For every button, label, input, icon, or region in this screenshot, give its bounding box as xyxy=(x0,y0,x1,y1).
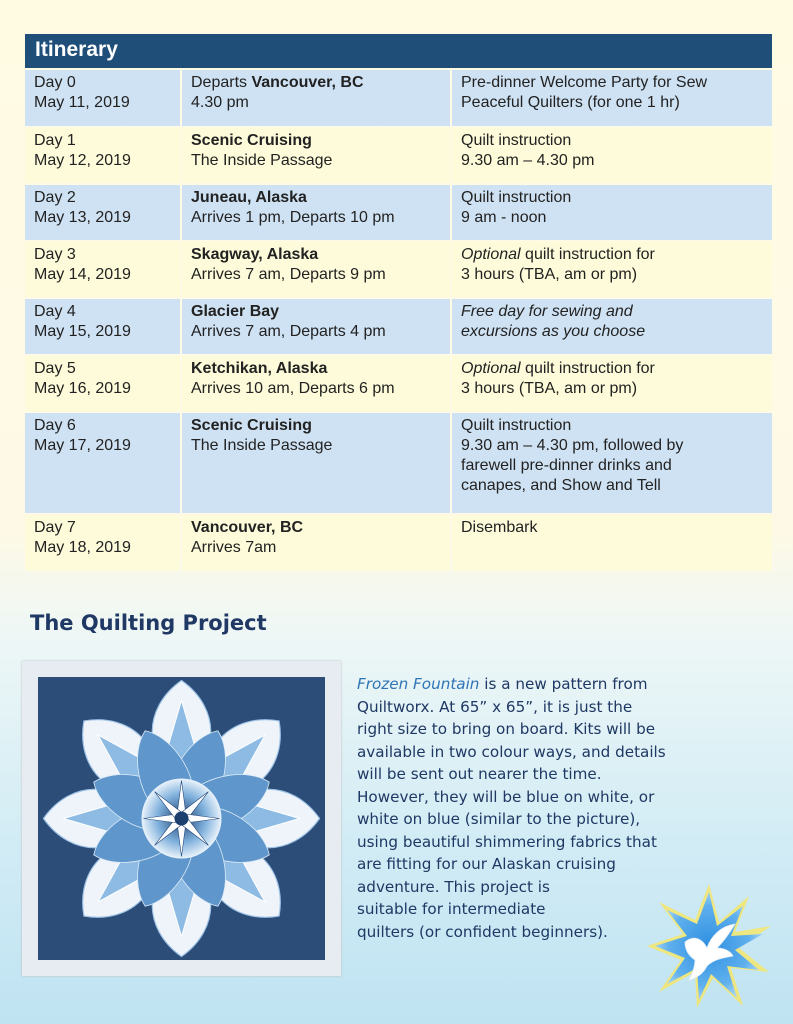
itinerary-row-day-7 xyxy=(25,515,772,571)
activity-line: 3 hours (TBA, am or pm) xyxy=(461,266,638,283)
itinerary-row-day-3 xyxy=(25,242,772,297)
place-detail: The Inside Passage xyxy=(191,152,333,169)
date-label: May 14, 2019 xyxy=(34,266,131,283)
place-name: Glacier Bay xyxy=(191,303,280,320)
date-label: May 15, 2019 xyxy=(34,323,131,340)
day-cell xyxy=(25,515,180,571)
place-cell xyxy=(182,128,450,183)
itinerary-row-day-2 xyxy=(25,185,772,240)
place-cell xyxy=(182,185,450,240)
date-label: May 17, 2019 xyxy=(34,437,131,454)
day-cell xyxy=(25,128,180,183)
day-label: Day 1 xyxy=(34,132,76,149)
place-cell xyxy=(182,242,450,297)
day-cell xyxy=(25,299,180,354)
activity-line: Pre-dinner Welcome Party for Sew xyxy=(461,74,708,91)
activity-cell xyxy=(452,515,772,571)
itinerary-table xyxy=(25,34,772,571)
activity-line: 9.30 am – 4.30 pm, followed by xyxy=(461,437,684,454)
date-label: May 12, 2019 xyxy=(34,152,131,169)
description-line: using beautiful shimmering fabrics that xyxy=(357,832,657,851)
day-label: Day 3 xyxy=(34,246,76,263)
place-detail: Arrives 7am xyxy=(191,539,277,556)
dove-star-icon xyxy=(645,882,773,1010)
place-name: Vancouver, BC xyxy=(191,519,304,536)
activity-cell xyxy=(452,185,772,240)
place-detail: The Inside Passage xyxy=(191,437,333,454)
day-label: Day 2 xyxy=(34,189,76,206)
activity-line: 9.30 am – 4.30 pm xyxy=(461,152,595,169)
place-cell xyxy=(182,70,450,126)
day-label: Day 7 xyxy=(34,519,76,536)
activity-line: farewell pre-dinner drinks and xyxy=(461,457,672,474)
place-detail: Arrives 10 am, Departs 6 pm xyxy=(191,380,395,397)
activity-cell xyxy=(452,70,772,126)
description-line: adventure. This project is xyxy=(357,877,550,896)
description-line: white on blue (similar to the picture), xyxy=(357,810,641,828)
activity-italic: Optional xyxy=(461,360,521,377)
day-label: Day 0 xyxy=(34,74,76,91)
quilt-image xyxy=(22,661,341,976)
day-label: Day 5 xyxy=(34,360,76,377)
day-cell xyxy=(25,185,180,240)
itinerary-row-day-0 xyxy=(25,70,772,126)
place-cell xyxy=(182,299,450,354)
activity-line: canapes, and Show and Tell xyxy=(461,477,661,494)
activity-line: 3 hours (TBA, am or pm) xyxy=(461,380,638,397)
itinerary-header xyxy=(25,34,772,68)
itinerary-row-day-6 xyxy=(25,413,772,513)
day-label: Day 4 xyxy=(34,303,76,320)
activity-line: excursions as you choose xyxy=(461,323,646,340)
activity-line: quilt instruction for xyxy=(520,246,655,263)
place-cell xyxy=(182,515,450,571)
activity-italic: Optional xyxy=(461,246,521,263)
description-line: will be sent out nearer the time. xyxy=(357,765,602,783)
day-cell xyxy=(25,356,180,411)
place-name: Ketchikan, Alaska xyxy=(191,360,328,377)
activity-line: Disembark xyxy=(461,519,538,536)
activity-line: Quilt instruction xyxy=(461,417,572,434)
activity-line: quilt instruction for xyxy=(520,360,655,377)
date-label: May 13, 2019 xyxy=(34,209,131,226)
description-line: suitable for intermediate xyxy=(357,900,546,918)
place-detail: 4.30 pm xyxy=(191,94,249,111)
place-name: Vancouver, BC xyxy=(251,74,364,91)
activity-cell xyxy=(452,299,772,354)
activity-line: Free day for sewing and xyxy=(461,303,633,320)
day-cell xyxy=(25,70,180,126)
place-detail: Arrives 7 am, Departs 4 pm xyxy=(191,323,386,340)
activity-line: Peaceful Quilters (for one 1 hr) xyxy=(461,94,680,111)
quilt-drawing xyxy=(22,661,341,976)
itinerary-row-day-1 xyxy=(25,128,772,183)
activity-cell xyxy=(452,356,772,411)
activity-cell xyxy=(452,128,772,183)
date-label: May 11, 2019 xyxy=(34,94,130,111)
description-line: are fitting for our Alaskan cruising xyxy=(357,855,616,873)
place-cell xyxy=(182,356,450,411)
description-line: right size to bring on board. Kits will be xyxy=(357,720,656,738)
place-name: Scenic Cruising xyxy=(191,417,312,434)
pattern-name: Frozen Fountain xyxy=(357,675,480,693)
section-title: The Quilting Project xyxy=(30,611,267,635)
dove-star-logo xyxy=(645,882,773,1010)
activity-line: Quilt instruction xyxy=(461,132,572,149)
itinerary-title: Itinerary xyxy=(35,38,118,61)
description-line: quilters (or confident beginners). xyxy=(357,922,608,941)
itinerary-row-day-5 xyxy=(25,356,772,411)
place-name: Skagway, Alaska xyxy=(191,246,319,263)
place-name: Scenic Cruising xyxy=(191,132,312,149)
day-label: Day 6 xyxy=(34,417,76,434)
date-label: May 16, 2019 xyxy=(34,380,131,397)
activity-cell xyxy=(452,242,772,297)
description-line: is a new pattern from xyxy=(479,675,648,693)
place-prefix: Departs xyxy=(191,74,252,91)
itinerary-row-day-4 xyxy=(25,299,772,354)
activity-line: 9 am - noon xyxy=(461,209,547,226)
activity-line: Quilt instruction xyxy=(461,189,572,206)
date-label: May 18, 2019 xyxy=(34,539,131,556)
day-cell xyxy=(25,242,180,297)
place-name: Juneau, Alaska xyxy=(191,189,307,206)
description-line: Quiltworx. At 65” x 65”, it is just the xyxy=(357,697,633,716)
day-cell xyxy=(25,413,180,513)
place-cell xyxy=(182,413,450,513)
description-line: However, they will be blue on white, or xyxy=(357,787,655,806)
activity-cell xyxy=(452,413,772,513)
description-line: available in two colour ways, and details xyxy=(357,742,666,761)
place-detail: Arrives 1 pm, Departs 10 pm xyxy=(191,209,395,226)
place-detail: Arrives 7 am, Departs 9 pm xyxy=(191,266,386,283)
